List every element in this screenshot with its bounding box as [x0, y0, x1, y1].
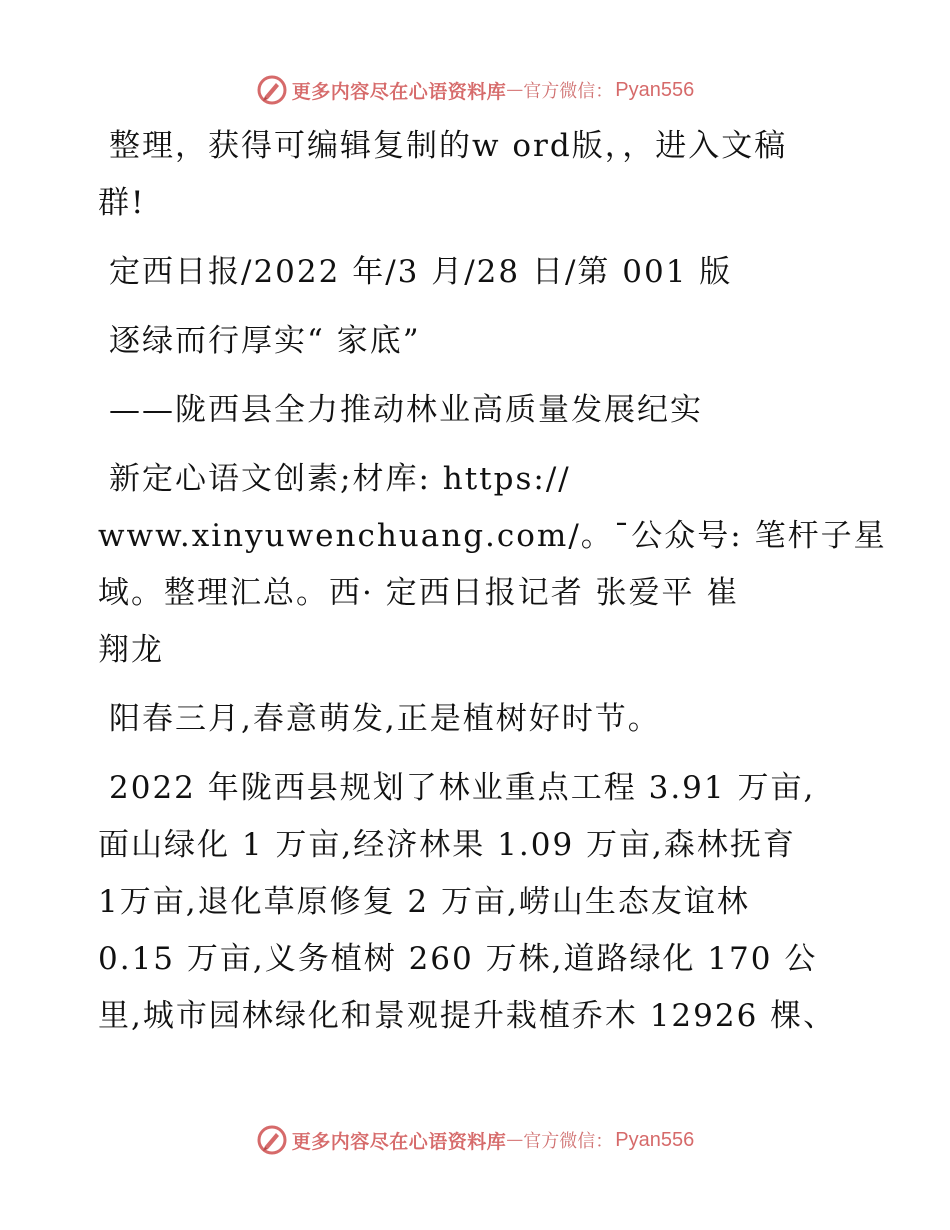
paragraph-line: 0.15 万亩,义务植树 260 万株,道路绿化 170 公 [98, 941, 818, 977]
header-banner-wechat-id: Pyan556 [615, 78, 695, 101]
paragraph-line: 翔龙 [98, 632, 164, 668]
edition-line: 定西日报/2022 年/3 月/28 日/第 001 版 [109, 254, 733, 290]
pen-logo-icon [256, 74, 288, 106]
paragraph-line: www.xinyuwenchuang.com/。¯公众号: 笔杆子星 [98, 518, 887, 554]
paragraph-line: 1万亩,退化草原修复 2 万亩,崂山生态友谊林 [98, 884, 750, 920]
paragraph-line: 2022 年陇西县规划了林业重点工程 3.91 万亩, [109, 770, 816, 806]
paragraph-line: 群! [98, 185, 146, 221]
footer-banner-text: 更多内容尽在心语资料库 [291, 1130, 507, 1153]
header-banner-text: 更多内容尽在心语资料库 [291, 80, 507, 103]
paragraph-line: 阳春三月,春意萌发,正是植树好时节。 [109, 701, 661, 737]
header-watermark-banner [0, 70, 950, 110]
footer-banner-separator: — [506, 1130, 524, 1150]
document-body [98, 118, 887, 1045]
header-banner-separator: — [506, 80, 524, 100]
header-banner-wechat-label: 官方微信： [523, 81, 614, 102]
article-subtitle: ——陇西县全力推动林业高质量发展纪实 [109, 392, 703, 428]
paragraph-line: 整理，获得可编辑复制的w ord版，，进入文稿 [109, 128, 788, 164]
paragraph-line: 域。整理汇总。西· 定西日报记者 张爱平 崔 [98, 575, 740, 611]
pen-logo-icon [256, 1124, 288, 1156]
paragraph-line: 新定心语文创素;材库: https:// [109, 461, 571, 497]
paragraph-line: 面山绿化 1 万亩,经济林果 1.09 万亩,森林抚育 [98, 827, 796, 863]
footer-banner-wechat-label: 官方微信： [523, 1131, 614, 1152]
footer-watermark-banner [0, 1120, 950, 1160]
paragraph-line: 里,城市园林绿化和景观提升栽植乔木 12926 棵、 [98, 998, 837, 1034]
footer-banner-wechat-id: Pyan556 [615, 1128, 695, 1151]
article-title: 逐绿而行厚实“ 家底” [109, 323, 421, 359]
